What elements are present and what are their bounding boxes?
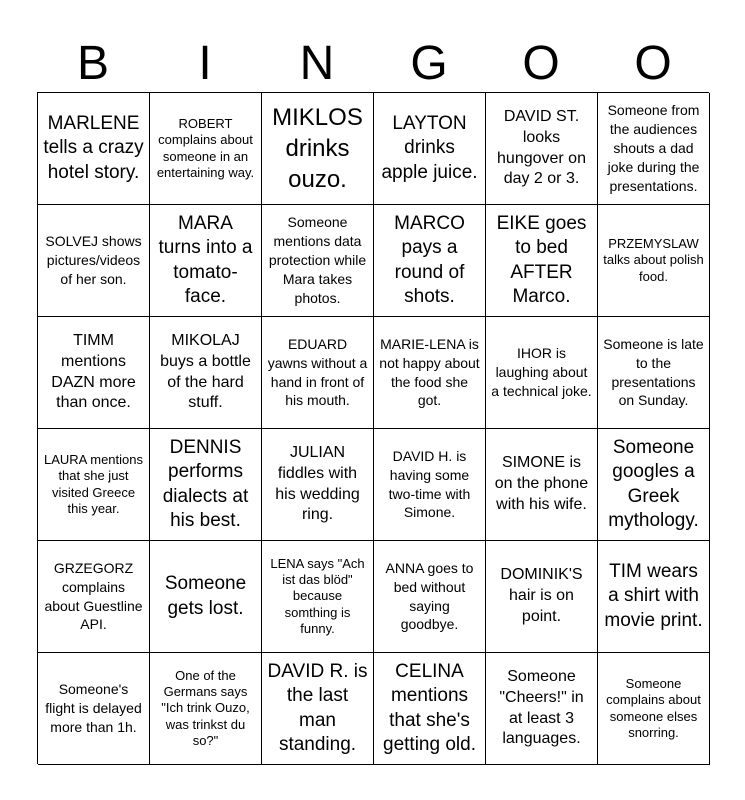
bingo-cell[interactable] [598,317,710,429]
cell-text: SIMONE is on the phone with his wife. [494,454,589,513]
cell-text: Someone is late to the presentations on Sunday. [603,335,704,409]
cell-text: TIMM mentions DAZN more than once. [51,331,136,412]
bingo-cell[interactable] [150,541,262,653]
bingo-cell[interactable] [374,317,486,429]
cell-text: Someone gets lost. [164,573,247,619]
cell-text: CELINA mentions that she's getting old. [383,660,476,755]
cell-text: EDUARD yawns without a hand in front of his mouth. [267,335,368,409]
cell-text: Someone from the audiences shouts a dad joke during the presentations. [607,102,700,194]
bingo-cell[interactable] [262,653,374,765]
header-letter-i: I [198,37,212,90]
cell-text: DAVID R. is the last man standing. [267,660,368,755]
bingo-cell[interactable] [598,541,710,653]
cell-text: SOLVEJ shows pictures/videos of her son. [45,233,142,287]
cell-text: One of the Germans says "Ich trink Ouzo, was trinkst du so?" [161,667,250,748]
cell-text: IHOR is laughing about a technical joke. [491,345,592,399]
cell-text: MARCO pays a round of shots. [394,212,465,307]
cell-text: MARLENE tells a crazy hotel story. [43,113,144,183]
cell-text: EIKE goes to bed AFTER Marco. [496,212,587,307]
bingo-cell[interactable] [374,653,486,765]
bingo-cell[interactable] [486,317,598,429]
bingo-cell[interactable] [598,653,710,765]
cell-text: DAVID ST. looks hungover on day 2 or 3. [497,107,586,188]
bingo-cell[interactable] [374,205,486,317]
bingo-cell[interactable] [150,429,262,541]
bingo-header [37,36,709,92]
bingo-cell[interactable] [38,653,150,765]
cell-text: Someone's flight is delayed more than 1h. [45,681,142,735]
bingo-cell[interactable] [262,317,374,429]
cell-text: TIM wears a shirt with movie print. [604,561,703,631]
bingo-cell[interactable] [486,93,598,205]
bingo-cell[interactable] [150,653,262,765]
cell-text: DENNIS performs dialects at his best. [162,436,249,531]
bingo-cell[interactable] [374,429,486,541]
bingo-grid [37,92,709,764]
header-letter-b: B [76,37,109,90]
header-letter-g: G [410,37,448,90]
cell-text: DOMINIK'S hair is on point. [500,566,583,625]
cell-text: JULIAN fiddles with his wedding ring. [275,443,360,524]
cell-text: PRZEMYSLAW talks about polish food. [603,236,704,284]
cell-text: ROBERT complains about someone in an entertaining way. [156,116,255,180]
header-letter-o: O [522,37,560,90]
cell-text: Someone complains about someone elses snorring. [606,676,701,740]
bingo-cell[interactable] [38,317,150,429]
bingo-cell[interactable] [486,653,598,765]
cell-text: LAURA mentions that she just visited Greece this year. [44,452,143,516]
cell-text: DAVID H. is having some two-time with Simone. [388,447,471,521]
cell-text: MARA turns into a tomato-face. [158,212,253,307]
bingo-cell[interactable] [262,429,374,541]
bingo-cell[interactable] [150,317,262,429]
cell-text: MIKOLAJ buys a bottle of the hard stuff. [160,331,251,412]
cell-text: MIKLOS drinks ouzo. [272,103,363,194]
cell-text: LAYTON drinks apple juice. [381,113,478,183]
bingo-cell[interactable] [486,541,598,653]
bingo-cell[interactable] [374,541,486,653]
cell-text: LENA says "Ach ist das blöd" because somthing is funny. [270,555,365,636]
bingo-cell[interactable] [38,205,150,317]
bingo-cell[interactable] [374,93,486,205]
cell-text: Someone mentions data protection while Mara takes photos. [268,214,367,306]
cell-text: GRZEGORZ complains about Guestline API. [44,559,143,633]
bingo-cell[interactable] [262,541,374,653]
bingo-cell[interactable] [150,93,262,205]
cell-text: Someone "Cheers!" in at least 3 languages. [499,667,584,748]
bingo-cell[interactable] [38,429,150,541]
header-letter-o-2: O [634,37,672,90]
bingo-cell[interactable] [38,93,150,205]
bingo-cell[interactable] [486,205,598,317]
header-letter-n: N [299,37,335,90]
bingo-cell[interactable] [486,429,598,541]
bingo-cell[interactable] [598,205,710,317]
cell-text: Someone googles a Greek mythology. [608,436,699,531]
bingo-cell[interactable] [598,93,710,205]
cell-text: MARIE-LENA is not happy about the food she got. [379,335,480,409]
bingo-cell[interactable] [262,205,374,317]
bingo-cell[interactable] [262,93,374,205]
bingo-cell[interactable] [38,541,150,653]
bingo-cell[interactable] [150,205,262,317]
bingo-cell[interactable] [598,429,710,541]
cell-text: ANNA goes to bed without saying goodbye. [385,559,474,633]
